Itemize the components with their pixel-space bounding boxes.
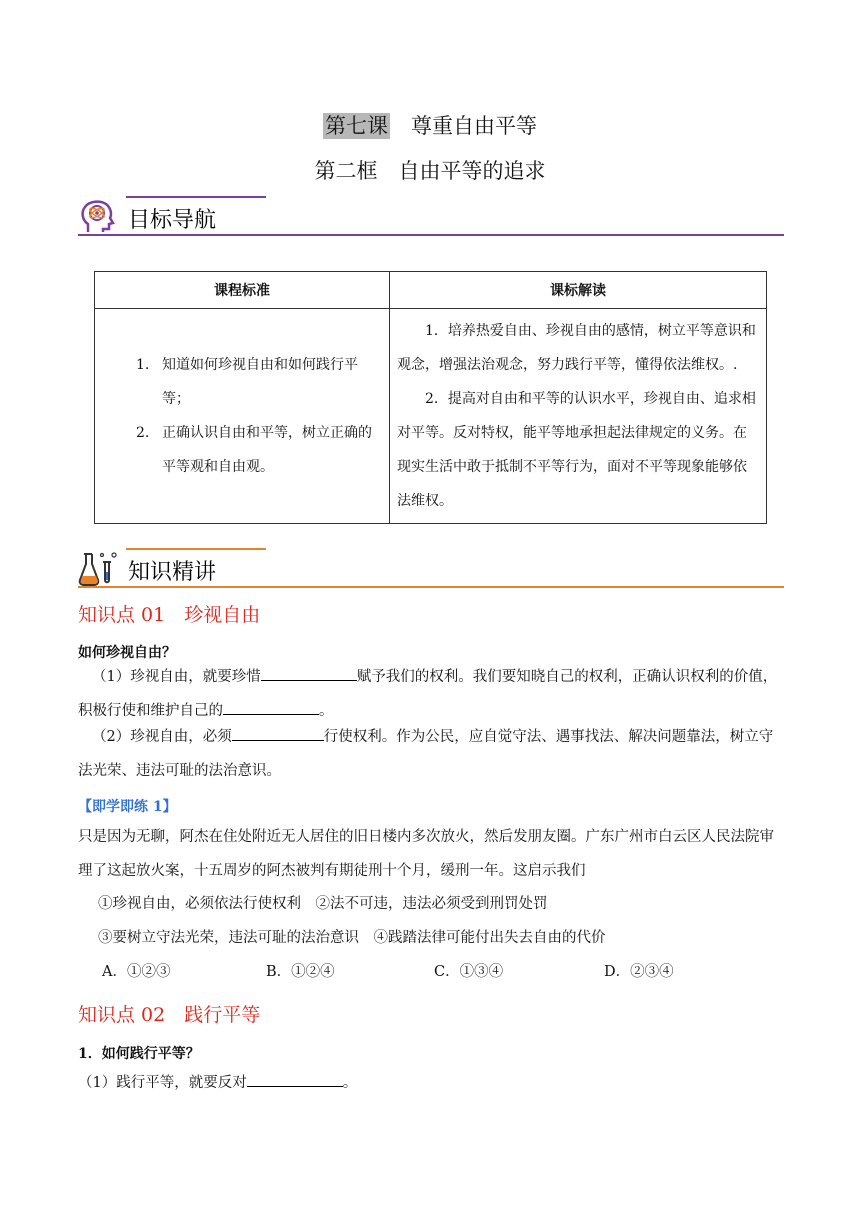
section-label: 目标导航 <box>128 208 217 233</box>
option-d[interactable]: D．②③④ <box>604 964 674 980</box>
list-item <box>136 348 380 416</box>
table-row <box>95 309 767 524</box>
lesson-prefix: 第七课 <box>325 114 388 138</box>
paragraph-text: （2）珍视自由，必须 <box>92 729 232 745</box>
fill-blank[interactable] <box>223 698 319 715</box>
question-heading: 1．如何践行平等？ <box>78 1046 200 1062</box>
section-header-knowledge <box>78 548 784 588</box>
knowledge-point-title: 知识点 01 珍视自由 <box>78 604 261 626</box>
section-divider <box>78 234 784 236</box>
standards-table <box>94 271 767 524</box>
knowledge-point-title: 知识点 02 践行平等 <box>78 1004 261 1026</box>
paragraph-text: 。 <box>342 1075 358 1091</box>
list-text: 知道如何珍视自由和如何践行平等； <box>162 357 358 407</box>
paragraph <box>78 660 784 728</box>
exercise-statements: ③要树立守法光荣，违法可耻的法治意识 ④践踏法律可能付出失去自由的代价 <box>98 930 606 946</box>
section-topline <box>126 548 266 550</box>
option-c[interactable]: C．①③④ <box>434 964 504 980</box>
paragraph-text: 行使权利。作为公民，应自觉守法、遇事找法、解决问题靠法，树立守法光荣、违法可耻的法治意识。 <box>78 729 774 779</box>
frame-title <box>0 155 860 185</box>
table-header: 课标解读 <box>390 272 767 309</box>
section-divider <box>78 586 784 588</box>
interpretation-paragraph: 2．提高对自由和平等的认识水平，珍视自由、追求相对平等。反对特权，能平等地承担起法律规定的义务。在现实生活中敢于抵制不平等行为，面对不平等现象能够依法维权。 <box>397 391 756 509</box>
section-label: 知识精讲 <box>128 560 217 585</box>
fill-blank[interactable] <box>261 664 357 681</box>
lab-flask-icon <box>78 550 118 586</box>
frame-name: 自由平等的追求 <box>398 159 546 183</box>
frame-prefix: 第二框 <box>314 159 378 183</box>
list-item <box>136 416 380 484</box>
paragraph-text: 。 <box>319 703 334 719</box>
fill-blank[interactable] <box>247 1070 343 1087</box>
list-text: 正确认识自由和平等，树立正确的平等观和自由观。 <box>162 425 372 475</box>
standards-list <box>96 348 388 484</box>
question-heading: 如何珍视自由？ <box>78 645 176 661</box>
lesson-name: 尊重自由平等 <box>411 114 537 138</box>
paragraph-text: （1）珍视自由，就要珍惜 <box>92 669 261 685</box>
list-number: 2. <box>136 425 150 441</box>
exercise-label: 【即学即练 1】 <box>78 799 177 815</box>
paragraph <box>78 720 784 788</box>
section-topline <box>126 196 266 198</box>
table-header: 课程标准 <box>95 272 390 309</box>
list-number: 1. <box>136 357 150 373</box>
interpretation-cell <box>390 309 767 524</box>
exercise-statements: ①珍视自由，必须依法行使权利 ②法不可违，违法必须受到刑罚处罚 <box>98 896 548 912</box>
interpretation-paragraph: 1．培养热爱自由、珍视自由的感情，树立平等意识和观念，增强法治观念，努力践行平等，懂得依法维权。. <box>397 323 756 373</box>
paragraph <box>78 1066 784 1100</box>
lesson-title <box>0 110 860 140</box>
table-header-row <box>95 272 767 309</box>
option-b[interactable]: B．①②④ <box>266 964 335 980</box>
exercise-stem: 只是因为无聊，阿杰在住处附近无人居住的旧日楼内多次放火，然后发朋友圈。广东广州市白云区人民法院审理了这起放火案，十五周岁的阿杰被判有期徒刑十个月，缓刑一年。这启示我们 <box>78 829 774 879</box>
option-a[interactable]: A．①②③ <box>102 964 171 980</box>
fill-blank[interactable] <box>232 724 324 741</box>
paragraph-text: （1）践行平等，就要反对 <box>78 1075 247 1091</box>
brain-head-icon <box>78 198 118 234</box>
paragraph-text: 赋予我们的权利。我们要知晓自己的权利，正确认识权利的价值，积极行使和维护自己的 <box>78 669 778 719</box>
section-header-nav <box>78 196 784 236</box>
standards-cell <box>95 309 390 524</box>
